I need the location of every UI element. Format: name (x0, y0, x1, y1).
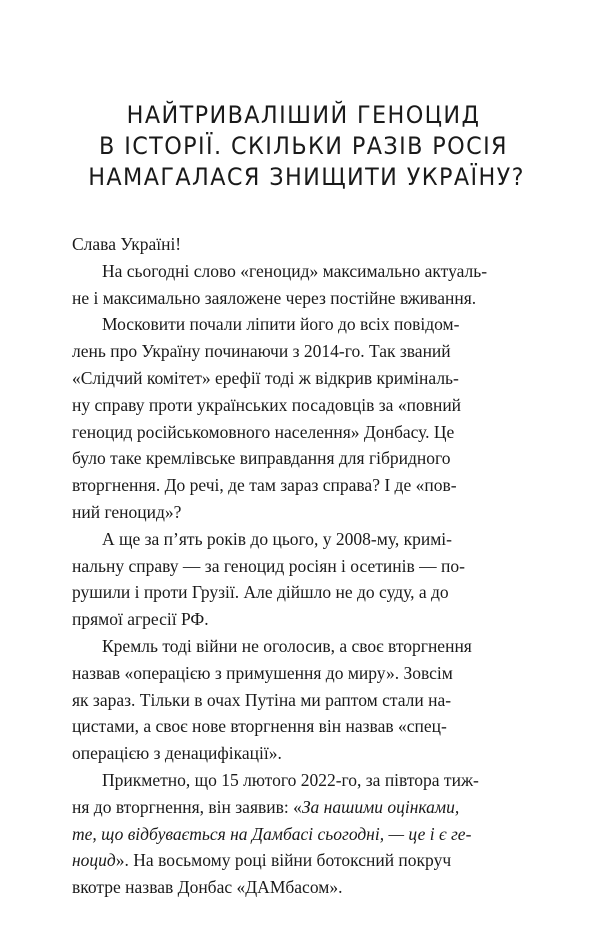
text-line (42, 794, 535, 821)
text-line: операцією з денацифікації». (72, 743, 282, 764)
text-line: Московити почали ліпити його до всіх повідом- (102, 314, 460, 335)
quote-italic: ноцид (72, 850, 116, 871)
chapter-body (72, 231, 535, 901)
quote-italic: За нашими оцінками, (301, 796, 460, 817)
text-line: геноцид російськомовного населення» Донбасу. Це (72, 421, 455, 442)
text-line: цистами, а своє нове вторгнення він назвав «спец- (72, 716, 447, 737)
text-line: «Слідчий комітет» ерефії тоді ж відкрив криміналь- (72, 367, 459, 388)
text-line: нальну справу — за геноцид росіян і осетинів — по- (72, 555, 465, 576)
text-line: ну справу проти українських посадовців за «повний (72, 394, 462, 415)
text-line: А ще за п’ять років до цього, у 2008-му, кримі- (102, 528, 452, 549)
text-line: Кремль тоді війни не оголосив, а своє вторгнення (102, 635, 472, 656)
quote-italic: те, що відбувається на Дамбасі сьогодні, — це і є ге- (72, 823, 472, 844)
paragraph-feb-2022-quote (72, 767, 535, 901)
text-line (42, 847, 535, 874)
text-line: вкотре назвав Донбас «ДАМбасом». (72, 877, 343, 898)
text-line (42, 821, 535, 848)
paragraph-genocide-word (72, 258, 535, 312)
text-line: лень про Україну починаючи з 2014-го. Так званий (72, 341, 451, 362)
text-line: Слава Україні! (72, 234, 182, 254)
text-line: ний геноцид»? (72, 501, 182, 522)
chapter-title-line: В ІСТОРІЇ. СКІЛЬКИ РАЗІВ РОСІЯ (99, 132, 508, 160)
text-fragment: ня до вторгнення, він заявив: « (72, 796, 302, 817)
chapter-title (88, 100, 525, 193)
paragraph-kremlin-invasion (72, 633, 535, 767)
text-line: Прикметно, що 15 лютого 2022-го, за півтора тиж- (102, 769, 479, 790)
book-page (72, 100, 535, 901)
text-line: не і максимально заяложене через постійне вживання. (72, 287, 477, 308)
text-line: рушили і проти Грузії. Але дійшло не до суду, а до (72, 582, 449, 603)
text-line: На сьогодні слово «геноцид» максимально актуаль- (102, 260, 488, 281)
text-line: прямої агресії РФ. (72, 609, 209, 630)
chapter-title-line: НАЙТРИВАЛІШИЙ ГЕНОЦИД (126, 101, 481, 129)
text-fragment: ». На восьмому році війни ботоксний покруч (115, 850, 452, 871)
text-line: було таке кремлівське виправдання для гібридного (72, 448, 451, 469)
paragraph-georgia-2008 (72, 526, 535, 633)
paragraph-greeting (72, 231, 535, 258)
text-line: вторгнення. До речі, де там зараз справа? І де «пов- (72, 475, 457, 496)
chapter-title-line: НАМАГАЛАСЯ ЗНИЩИТИ УКРАЇНУ? (88, 163, 525, 191)
text-line: назвав «операцією з примушення до миру». Зовсім (72, 662, 453, 683)
paragraph-moscow-2014 (72, 311, 535, 525)
text-line: як зараз. Тільки в очах Путіна ми раптом стали на- (72, 689, 452, 710)
